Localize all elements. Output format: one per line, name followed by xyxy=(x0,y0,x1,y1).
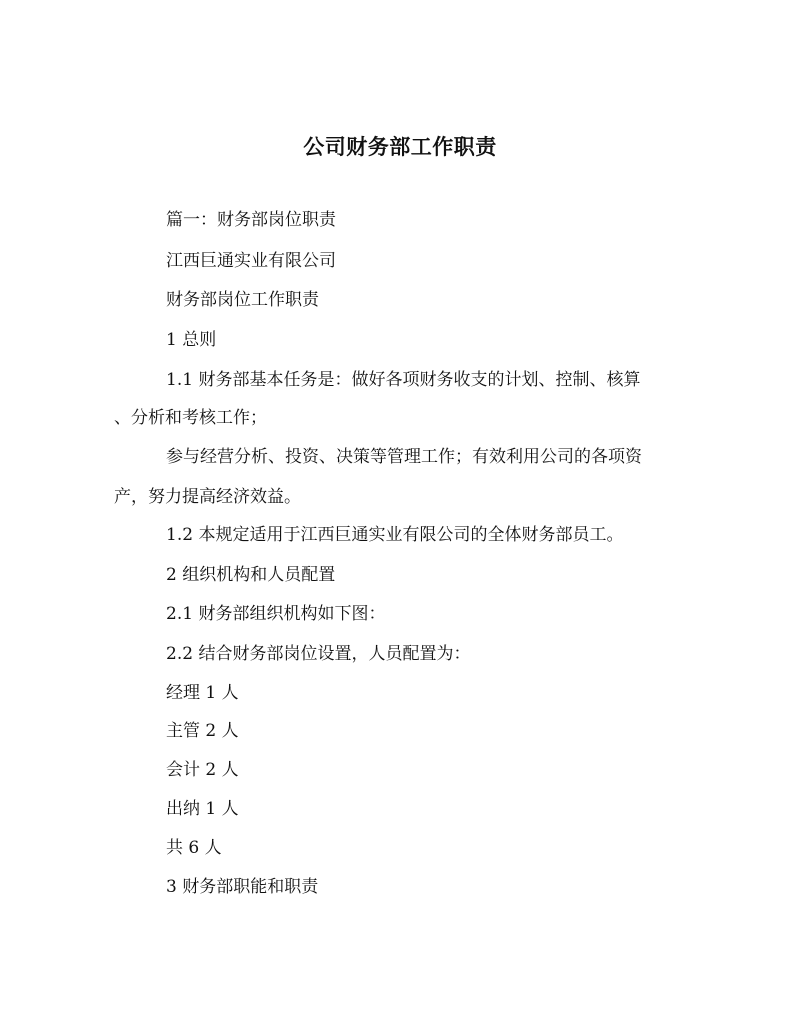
paragraph-line: 产，努力提高经济效益。 xyxy=(114,487,301,507)
paragraph-line: 1.1 财务部基本任务是：做好各项财务收支的计划、控制、核算 xyxy=(166,370,641,390)
paragraph-line: 参与经营分析、投资、决策等管理工作；有效利用公司的各项资 xyxy=(166,447,642,467)
section-heading: 篇一：财务部岗位职责 xyxy=(166,210,336,230)
paragraph-line: 2.2 结合财务部岗位设置，人员配置为： xyxy=(166,644,471,664)
heading-functions: 3 财务部职能和职责 xyxy=(166,877,319,897)
staff-row: 出纳 1 人 xyxy=(166,799,239,819)
paragraph-line: 2.1 财务部组织机构如下图： xyxy=(166,604,386,624)
subtitle: 财务部岗位工作职责 xyxy=(166,290,319,310)
staff-row: 会计 2 人 xyxy=(166,760,239,780)
staff-row: 主管 2 人 xyxy=(166,721,239,741)
paragraph-line: 、分析和考核工作； xyxy=(114,408,267,428)
heading-general: 1 总则 xyxy=(166,330,217,350)
paragraph-line: 1.2 本规定适用于江西巨通实业有限公司的全体财务部员工。 xyxy=(166,525,624,545)
company-name: 江西巨通实业有限公司 xyxy=(166,251,336,271)
staff-total: 共 6 人 xyxy=(166,838,222,858)
heading-organization: 2 组织机构和人员配置 xyxy=(166,565,336,585)
page-title: 公司财务部工作职责 xyxy=(303,135,497,159)
staff-row: 经理 1 人 xyxy=(166,683,239,703)
